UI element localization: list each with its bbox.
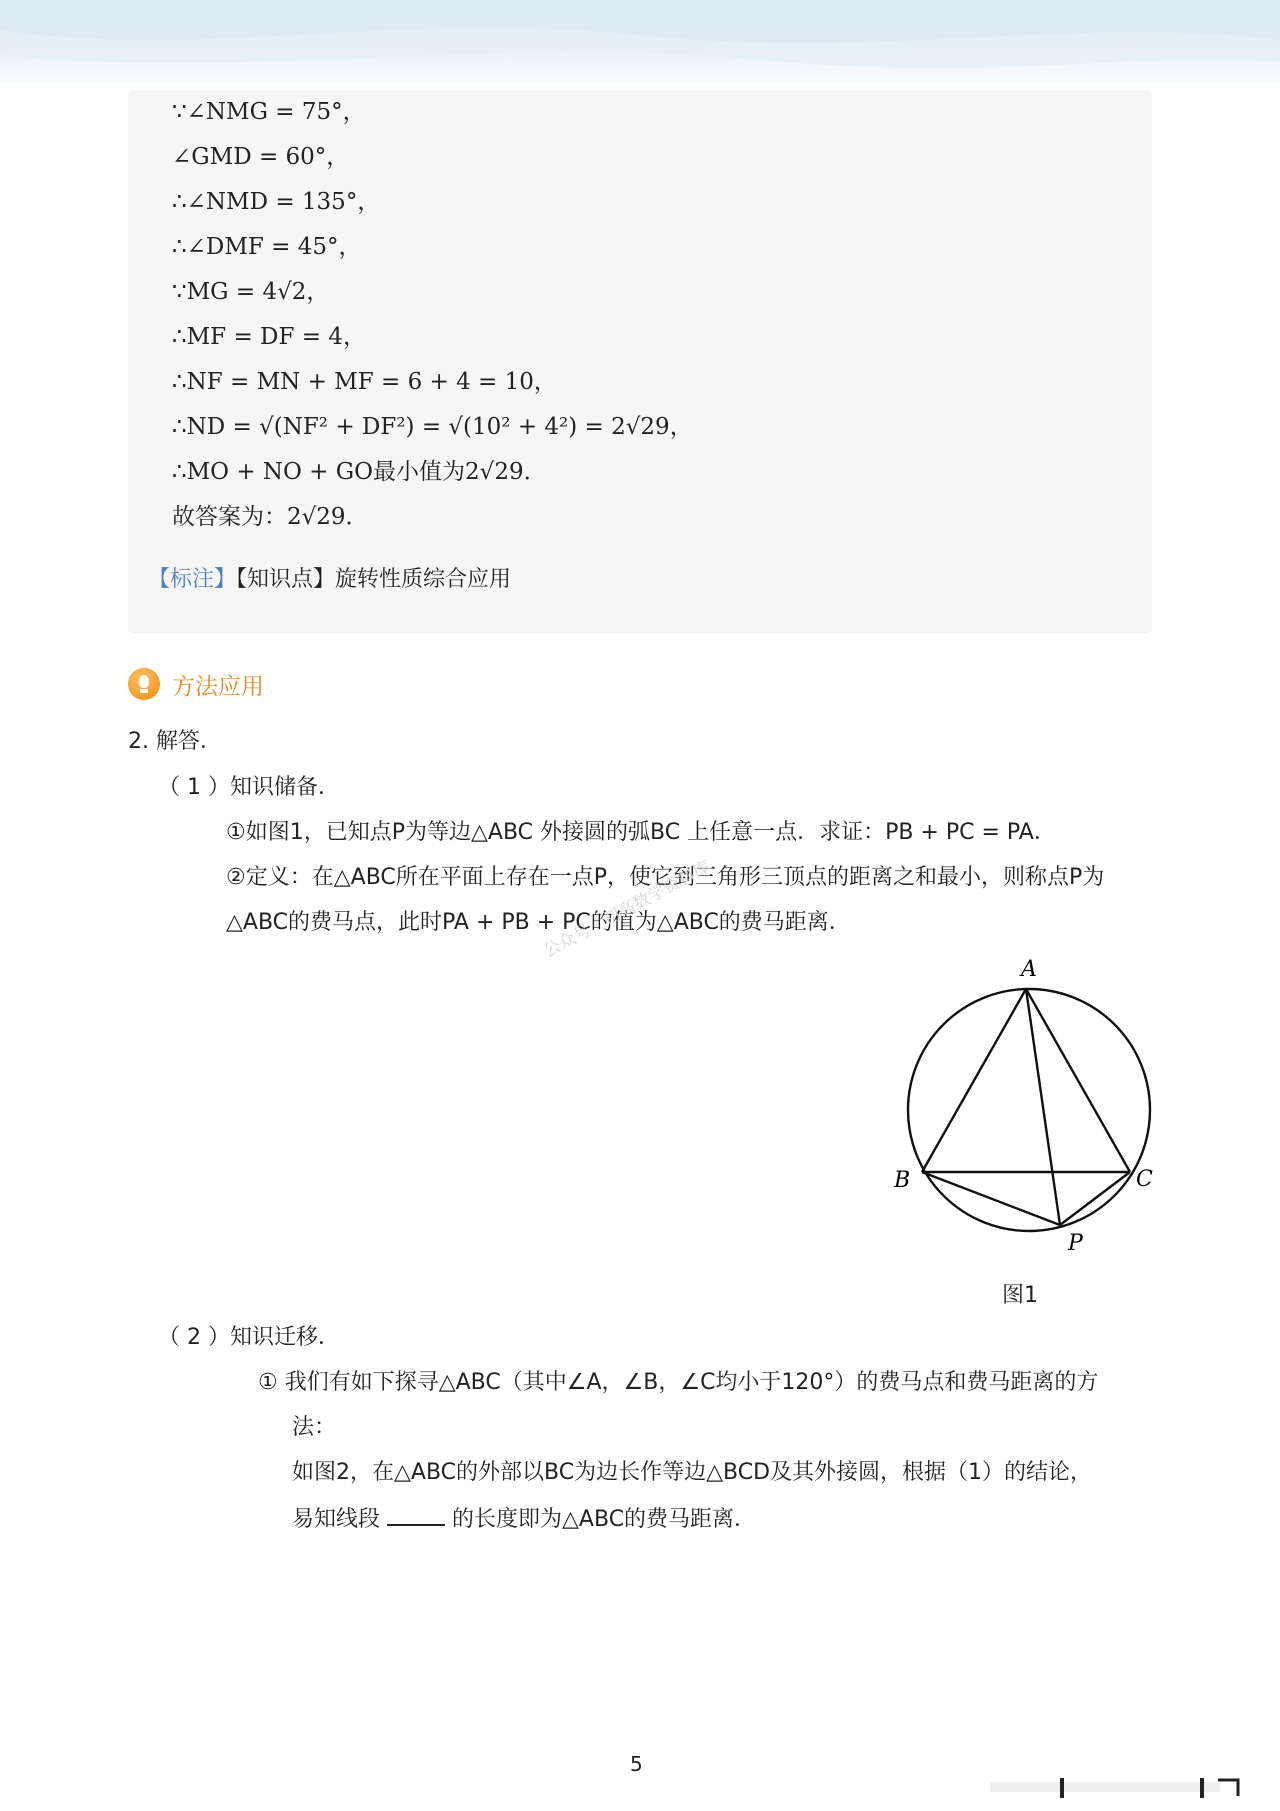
label-c: C bbox=[1136, 1167, 1153, 1192]
lightbulb-icon bbox=[128, 668, 160, 700]
part1-item2-line2: △ABC的费马点，此时PA + PB + PC的值为△ABC的费马距离． bbox=[226, 910, 851, 935]
page-number: 5 bbox=[630, 1752, 643, 1776]
page-header-wave bbox=[0, 0, 1280, 92]
figure-1-caption: 图1 bbox=[1002, 1283, 1038, 1308]
answer-blank[interactable] bbox=[387, 1502, 445, 1526]
segment-ab bbox=[922, 989, 1026, 1172]
figure-1-diagram bbox=[880, 950, 1180, 1270]
part2-item1-line1: ① 我们有如下探寻△ABC（其中∠A，∠B，∠C均小于120°）的费马点和费马距离的方 bbox=[258, 1370, 1099, 1395]
label-a: A bbox=[1021, 957, 1037, 982]
solution-line-4: ∴∠DMF = 45°， bbox=[172, 234, 362, 260]
segment-pc bbox=[1060, 1172, 1130, 1225]
watermark: 公众号 · 初高数学资料库 bbox=[540, 856, 715, 963]
solution-line-6: ∴MF = DF = 4， bbox=[172, 324, 366, 350]
label-p: P bbox=[1068, 1231, 1083, 1256]
problem-number: 2. 解答． bbox=[128, 729, 222, 754]
note-text: 【知识点】旋转性质综合应用 bbox=[236, 567, 512, 592]
part1-item1: ①如图1，已知点P为等边△ABC 外接圆的弧BC 上任意一点．求证：PB + PC = PA． bbox=[226, 820, 1056, 845]
section-title: 方法应用 bbox=[172, 673, 264, 700]
footer-decoration bbox=[990, 1776, 1250, 1800]
solution-line-2: ∠GMD = 60°， bbox=[172, 144, 350, 170]
circumcircle bbox=[908, 989, 1150, 1231]
solution-line-5: ∵MG = 4√2， bbox=[172, 279, 330, 305]
part1-label: （ 1 ）知识储备． bbox=[158, 775, 340, 800]
label-b: B bbox=[894, 1168, 911, 1193]
solution-line-3: ∴∠NMD = 135°， bbox=[172, 189, 381, 215]
solution-line-9: ∴MO + NO + GO最小值为2√29． bbox=[172, 459, 547, 485]
part2-item1-line2: 法： bbox=[292, 1415, 337, 1440]
line4-suffix: 的长度即为△ABC的费马距离． bbox=[452, 1507, 757, 1532]
solution-line-1: ∵∠NMG = 75°， bbox=[172, 99, 366, 125]
solution-line-7: ∴NF = MN + MF = 6 + 4 = 10， bbox=[172, 369, 557, 395]
segment-pa bbox=[1026, 989, 1060, 1225]
part2-label: （ 2 ）知识迁移． bbox=[158, 1325, 340, 1350]
segment-ac bbox=[1026, 989, 1130, 1172]
line4-prefix: 易知线段 bbox=[292, 1507, 381, 1532]
knowledge-note bbox=[148, 564, 511, 596]
part2-item1-line4 bbox=[292, 1502, 756, 1536]
note-tag: 【标注】 bbox=[148, 567, 237, 592]
solution-line-8: ∴ND = √(NF² + DF²) = √(10² + 4²) = 2√29， bbox=[172, 414, 693, 440]
section-header bbox=[128, 666, 264, 702]
solution-answer: 故答案为：2√29． bbox=[172, 504, 369, 530]
part2-item1-line3: 如图2，在△ABC的外部以BC为边长作等边△BCD及其外接圆，根据（1）的结论， bbox=[292, 1460, 1093, 1485]
part1-item2-line1: ②定义：在△ABC所在平面上存在一点P，使它到三角形三顶点的距离之和最小，则称点P为 bbox=[226, 865, 1105, 890]
wave-decoration bbox=[0, 0, 1280, 92]
segment-pb bbox=[922, 1172, 1060, 1225]
